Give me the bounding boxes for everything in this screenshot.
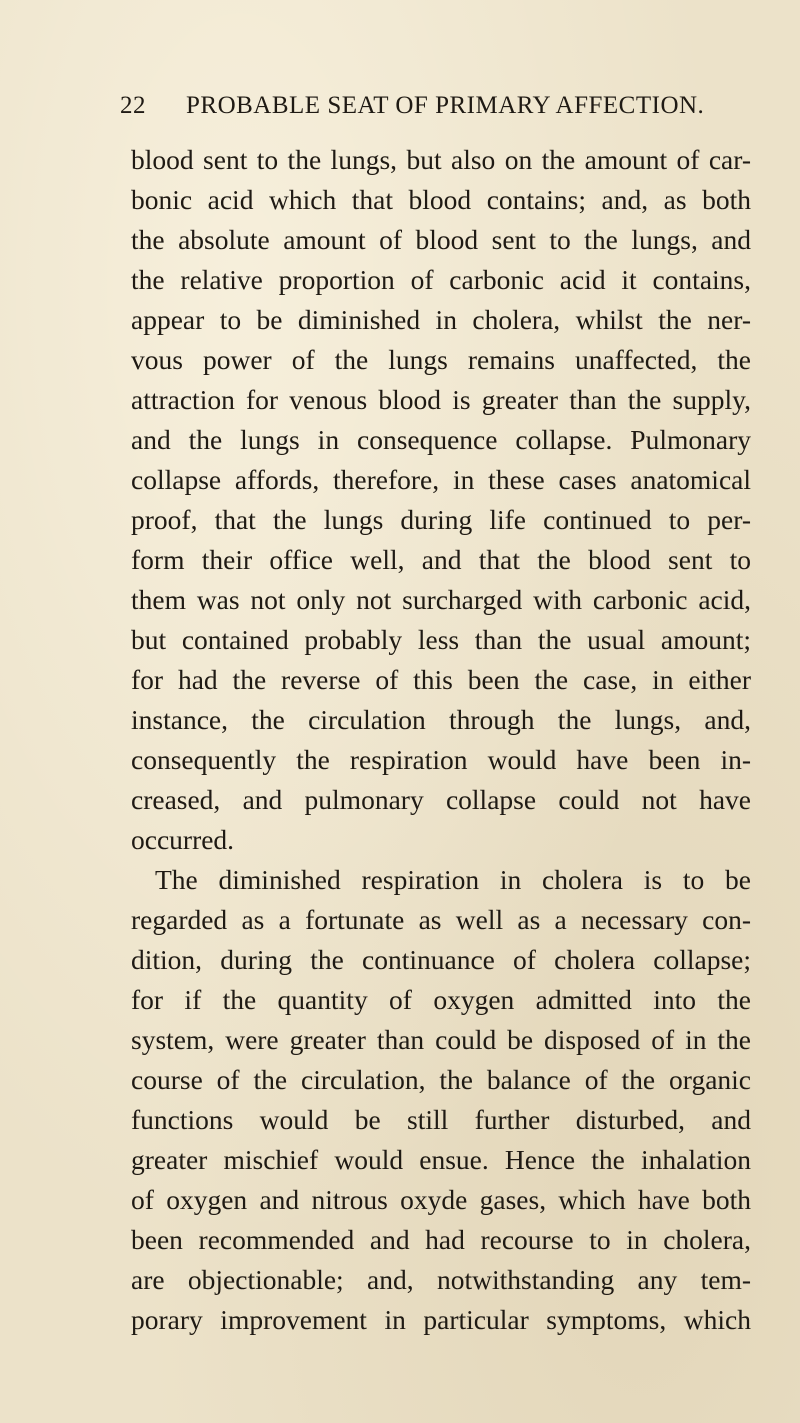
text-line: for if the quantity of oxygen admitted into the <box>131 984 751 1015</box>
text-line: blood sent to the lungs, but also on the amount of car- <box>131 144 751 175</box>
text-line: regarded as a fortunate as well as a necessary con- <box>131 904 751 935</box>
text-line: for had the reverse of this been the case, in either <box>131 664 751 695</box>
text-line: the relative proportion of carbonic acid it contains, <box>131 264 751 295</box>
text-line: attraction for venous blood is greater than the supply, <box>131 384 751 415</box>
text-line: porary improvement in particular symptoms, which <box>131 1304 751 1335</box>
text-line: proof, that the lungs during life continued to per- <box>131 504 751 535</box>
body-text <box>131 140 751 1340</box>
text-line: been recommended and had recourse to in cholera, <box>131 1224 751 1255</box>
text-line: vous power of the lungs remains unaffected, the <box>131 344 751 375</box>
text-line: bonic acid which that blood contains; and, as both <box>131 184 751 215</box>
text-line: dition, during the continuance of cholera collapse; <box>131 944 751 975</box>
paragraph-1 <box>131 140 751 860</box>
text-line: instance, the circulation through the lungs, and, <box>131 704 751 735</box>
text-line: greater mischief would ensue. Hence the inhalation <box>131 1144 751 1175</box>
text-line: and the lungs in consequence collapse. Pulmonary <box>131 424 751 455</box>
text-line: functions would be still further disturbed, and <box>131 1104 751 1135</box>
text-line: them was not only not surcharged with carbonic acid, <box>131 584 751 615</box>
text-line: course of the circulation, the balance of the organic <box>131 1064 751 1095</box>
text-line: form their office well, and that the blood sent to <box>131 544 751 575</box>
page-number: 22 <box>120 92 146 119</box>
text-line: the absolute amount of blood sent to the lungs, and <box>131 224 751 255</box>
running-head-title: PROBABLE SEAT OF PRIMARY AFFECTION. <box>186 92 705 119</box>
text-line: consequently the respiration would have been in- <box>131 744 751 775</box>
text-line: appear to be diminished in cholera, whilst the ner- <box>131 304 751 335</box>
text-line: creased, and pulmonary collapse could not have <box>131 784 751 815</box>
text-line: occurred. <box>131 824 235 855</box>
text-line: The diminished respiration in cholera is to be <box>155 864 751 895</box>
text-line: of oxygen and nitrous oxyde gases, which have both <box>131 1184 751 1215</box>
text-line: system, were greater than could be disposed of in the <box>131 1024 751 1055</box>
text-line: are objectionable; and, notwithstanding any tem- <box>131 1264 751 1295</box>
text-line: but contained probably less than the usual amount; <box>131 624 751 655</box>
text-line: collapse affords, therefore, in these cases anatomical <box>131 464 751 495</box>
running-head <box>120 92 780 132</box>
paragraph-2 <box>131 860 751 1340</box>
